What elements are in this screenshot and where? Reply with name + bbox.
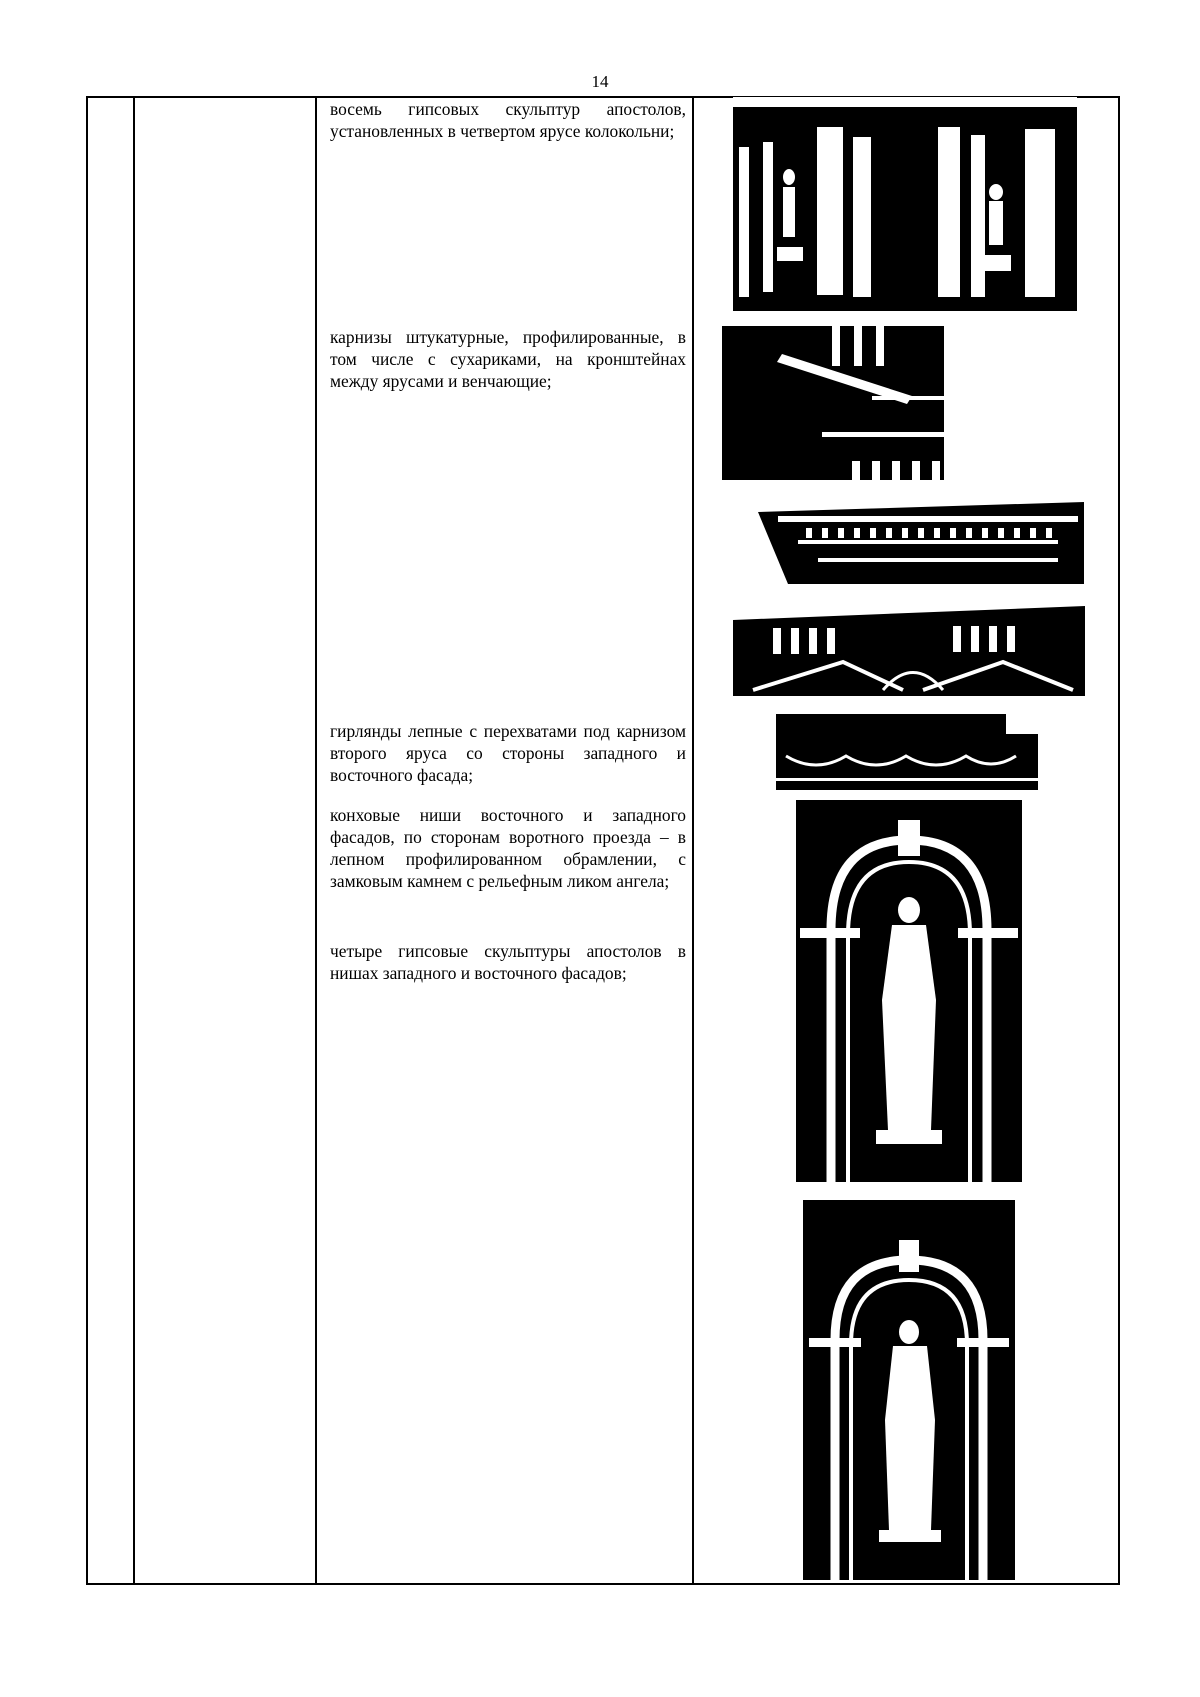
item-description: конховые ниши восточного и западного фасадов, по сторонам воротного проезда – в лепном профилированном обрамлении, с замковым камнем с рельефным ликом ангела;: [330, 805, 686, 891]
column-divider: [133, 96, 135, 1585]
photo-dentil-cornice: [758, 502, 1084, 584]
item-description: карнизы штукатурные, профилированные, в том числе с сухариками, на кронштейнах между ярусами и венчающие;: [330, 327, 686, 391]
photo-bell-tower-sculptures: [733, 97, 1077, 311]
photo-conch-niche-keystone: [796, 800, 1022, 1182]
column-divider: [315, 96, 317, 1585]
photo-garland-frieze: [776, 714, 1038, 790]
item-description: гирлянды лепные с перехватами под карнизом второго яруса со стороны западного и восточного фасада;: [330, 721, 686, 785]
photo-cornice-brackets: [722, 326, 944, 480]
item-description: восемь гипсовых скульптур апостолов, установленных в четвертом ярусе колокольни;: [330, 99, 686, 141]
page-number: 14: [591, 72, 609, 91]
photo-cornice-pediments: [733, 600, 1085, 696]
item-description: четыре гипсовые скульптуры апостолов в нишах западного и восточного фасадов;: [330, 941, 686, 983]
column-divider: [692, 96, 694, 1585]
photo-apostle-sculpture-niche: [803, 1200, 1015, 1580]
